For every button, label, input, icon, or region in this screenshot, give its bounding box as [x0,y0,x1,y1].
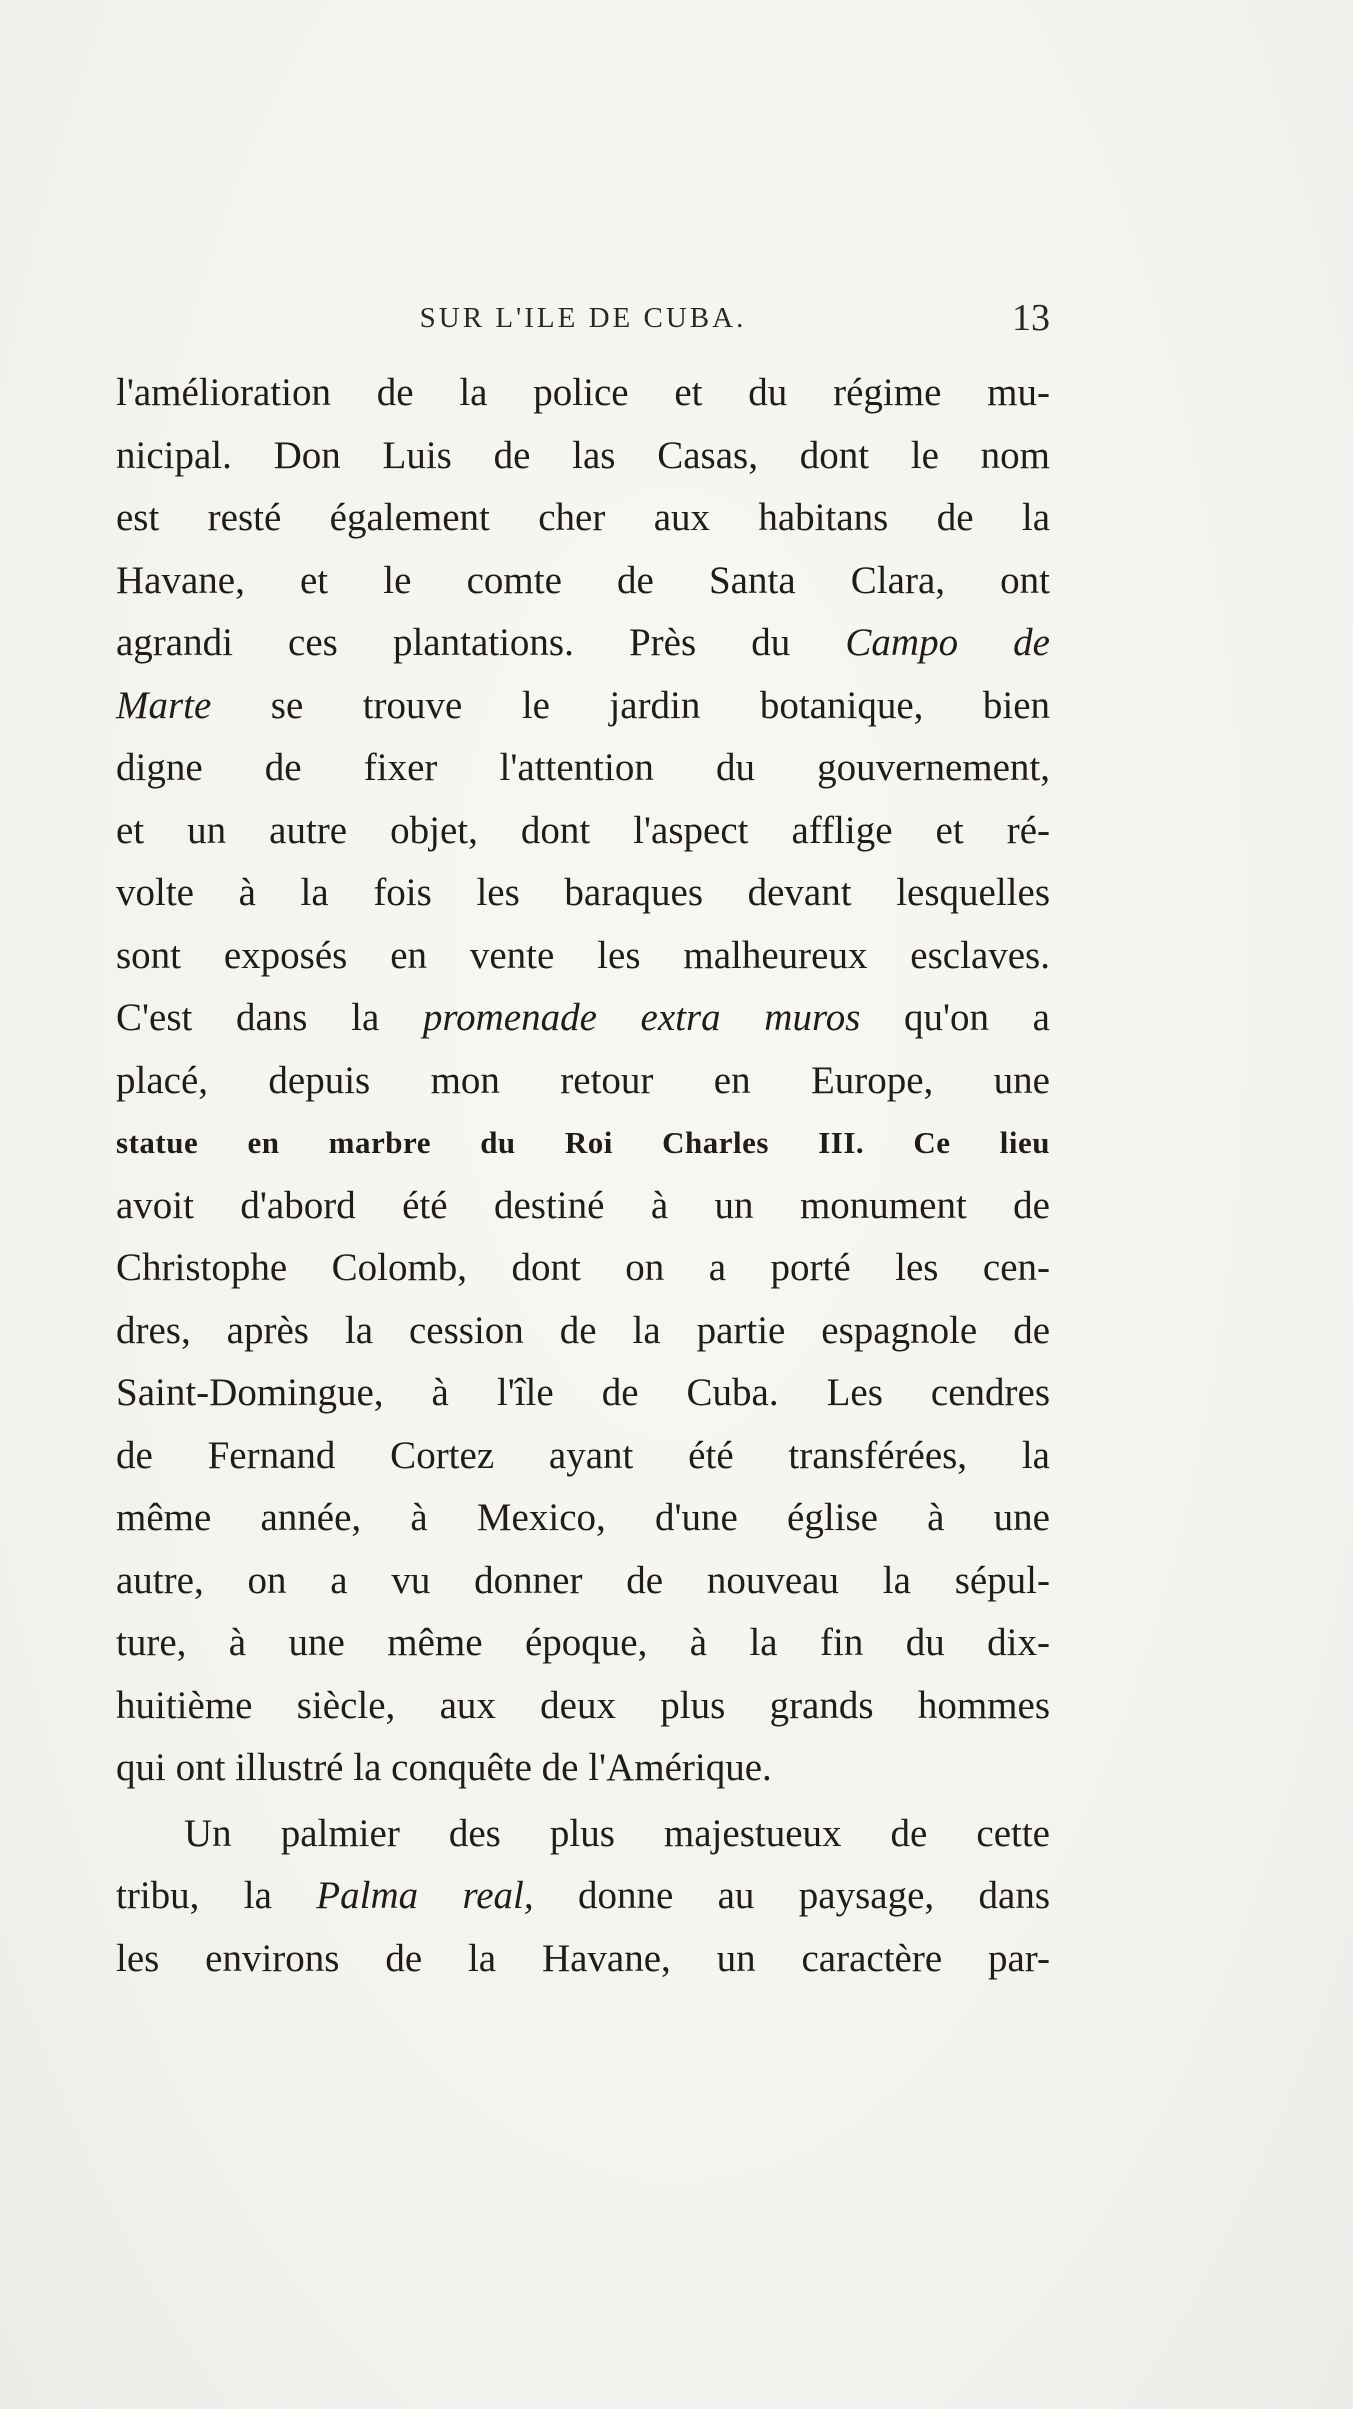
text-line [116,737,1050,800]
text-line [116,1865,1050,1928]
text-segment: agrandi ces plantations. Près du [116,621,846,664]
text-line [116,1050,1050,1113]
page-number: 13 [1012,297,1050,339]
text-line [116,1928,1050,1991]
text-line [116,1362,1050,1425]
text-line [116,1550,1050,1613]
text-segment: se trouve le jardin botanique, bien [211,683,1050,727]
text-line [116,1612,1050,1675]
italic-text: Marte [116,683,212,727]
italic-text: Palma real, [316,1874,534,1917]
text-segment: digne de fixer l'attention du gouvernement, [116,746,1050,789]
text-line [116,550,1050,613]
text-line [116,1425,1050,1488]
text-segment: C'est dans la [116,996,423,1039]
text-segment: volte à la fois les baraques devant lesquelles [116,871,1050,914]
text-segment: Saint-Domingue, à l'île de Cuba. Les cendres [116,1371,1050,1414]
text-line [116,612,1050,675]
text-segment: qu'on a [860,996,1050,1039]
text-segment: Christophe Colomb, dont on a porté les cen- [116,1246,1050,1289]
text-line [116,1803,1050,1866]
running-title: SUR L'ILE DE CUBA. [419,302,747,334]
text-segment: donne au paysage, dans [533,1874,1050,1917]
text-line [116,800,1050,863]
text-segment: nicipal. Don Luis de las Casas, dont le nom [116,433,1050,477]
text-line [116,1300,1050,1363]
text-segment: statue en marbre du Roi Charles III. Ce lieu [116,1125,1050,1160]
text-segment: Havane, et le comte de Santa Clara, ont [116,558,1050,602]
text-line [116,362,1050,425]
text-line [116,925,1050,988]
text-line [116,987,1050,1050]
text-line [116,1737,1050,1800]
text-line [116,1237,1050,1300]
italic-text: promenade extra muros [422,996,861,1039]
text-segment: huitième siècle, aux deux plus grands hommes [116,1683,1050,1727]
text-segment: Un palmier des plus majestueux de cette [184,1811,1050,1855]
body-text [116,362,1050,1990]
text-segment: est resté également cher aux habitans de la [116,496,1050,539]
text-line [116,1175,1050,1238]
text-segment: et un autre objet, dont l'aspect afflige et ré- [116,808,1050,852]
text-segment: même année, à Mexico, d'une église à une [116,1496,1050,1539]
text-segment: placé, depuis mon retour en Europe, une [116,1058,1050,1102]
text-segment: l'amélioration de la police et du régime mu- [116,371,1050,414]
text-segment: avoit d'abord été destiné à un monument de [116,1183,1050,1227]
text-segment: sont exposés en vente les malheureux esclaves. [116,933,1050,977]
text-segment: qui ont illustré la conquête de l'Amérique. [116,1746,772,1789]
text-line [116,1112,1050,1175]
text-segment: autre, on a vu donner de nouveau la sépul- [116,1558,1050,1602]
text-segment: ture, à une même époque, à la fin du dix- [116,1621,1050,1664]
text-line [116,675,1050,738]
italic-text: Campo de [845,621,1050,664]
text-segment: dres, après la cession de la partie espagnole de [116,1308,1050,1352]
text-line [116,1487,1050,1550]
text-line [116,425,1050,488]
text-segment: les environs de la Havane, un caractère par- [116,1936,1050,1980]
text-segment: tribu, la [116,1874,317,1917]
text-line [116,487,1050,550]
text-line [116,862,1050,925]
running-head [116,296,1050,340]
text-segment: de Fernand Cortez ayant été transférées, la [116,1433,1050,1477]
text-line [116,1675,1050,1738]
